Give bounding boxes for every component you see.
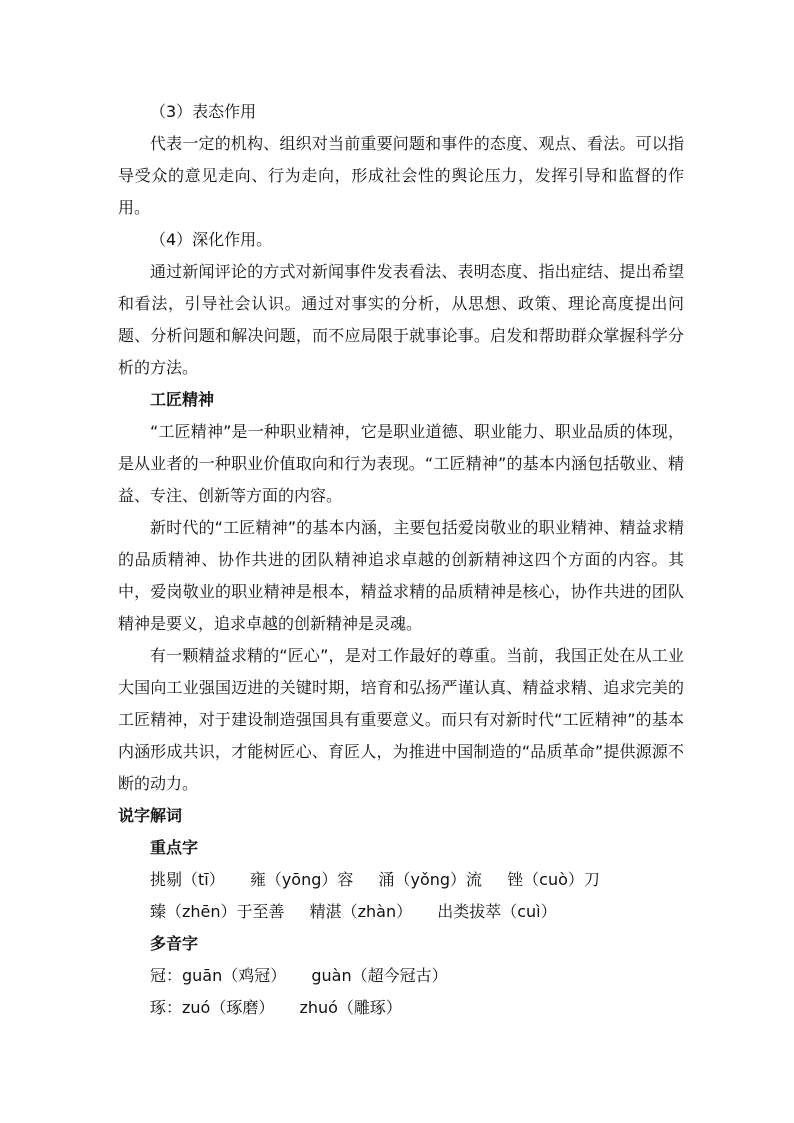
key-character-item: 出类拔萃（cuì） [437, 902, 557, 921]
polyphonic-row-2 [118, 992, 684, 1024]
key-character-item: 挑剔（tī） [150, 870, 225, 889]
polyphonic-item: zhuó（雕琢） [299, 998, 402, 1017]
key-character-item: 雍（yōng）容 [249, 870, 354, 889]
craftsman-paragraph-2: 新时代的“工匠精神”的基本内涵，主要包括爱岗敬业的职业精神、精益求精的品质精神、协作共进的团队精神追求卓越的创新精神这四个方面的内容。其中，爱岗敬业的职业精神是根本，精益求精的品质精神是核心，协作共进的团队精神是要义，追求卓越的创新精神是灵魂。 [118, 518, 684, 633]
craftsman-paragraph-1: “工匠精神”是一种职业精神，它是职业道德、职业能力、职业品质的体现，是从业者的一种职业价值取向和行为表现。“工匠精神”的基本内涵包括敬业、精益、专注、创新等方面的内容。 [118, 422, 684, 505]
section-4-body: 通过新闻评论的方式对新闻事件发表看法、表明态度、指出症结、提出希望和看法，引导社会认识。通过对事实的分析，从思想、政策、理论高度提出问题、分析问题和解决问题，而不应局限于就事论事。启发和帮助群众掌握科学分析的方法。 [118, 262, 684, 377]
polyphonic-heading: 多音字 [150, 934, 199, 953]
key-characters-row-2 [118, 896, 684, 928]
craftsman-heading: 工匠精神 [150, 390, 215, 409]
section-4-title: （4）深化作用。 [150, 230, 273, 249]
polyphonic-item: 琢：zuó（琢磨） [150, 998, 275, 1017]
polyphonic-item: guàn（超今冠古） [311, 966, 448, 985]
key-character-item: 臻（zhēn）于至善 [150, 902, 285, 921]
key-character-item: 精湛（zhàn） [309, 902, 413, 921]
craftsman-paragraph-3: 有一颗精益求精的“匠心”，是对工作最好的尊重。当前，我国正处在从工业大国向工业强国迈进的关键时期，培育和弘扬严谨认真、精益求精、追求完美的工匠精神，对于建设制造强国具有重要意义。而只有对新时代“工匠精神”的基本内涵形成共识，才能树匠心、育匠人，为推进中国制造的“品质革命”提供源源不断的动力。 [118, 646, 684, 793]
section-3-body: 代表一定的机构、组织对当前重要问题和事件的态度、观点、看法。可以指导受众的意见走向、行为走向，形成社会性的舆论压力，发挥引导和监督的作用。 [118, 134, 684, 217]
key-character-item: 锉（cuò）刀 [507, 870, 600, 889]
polyphonic-row-1 [118, 960, 684, 992]
key-characters-row-1 [118, 864, 684, 896]
key-characters-heading: 重点字 [150, 838, 199, 857]
document-body [118, 96, 684, 1024]
polyphonic-item: 冠：guān（鸡冠） [150, 966, 287, 985]
words-section-heading: 说字解词 [118, 806, 183, 825]
key-character-item: 涌（yǒng）流 [378, 870, 483, 889]
section-3-title: （3）表态作用 [150, 102, 257, 121]
